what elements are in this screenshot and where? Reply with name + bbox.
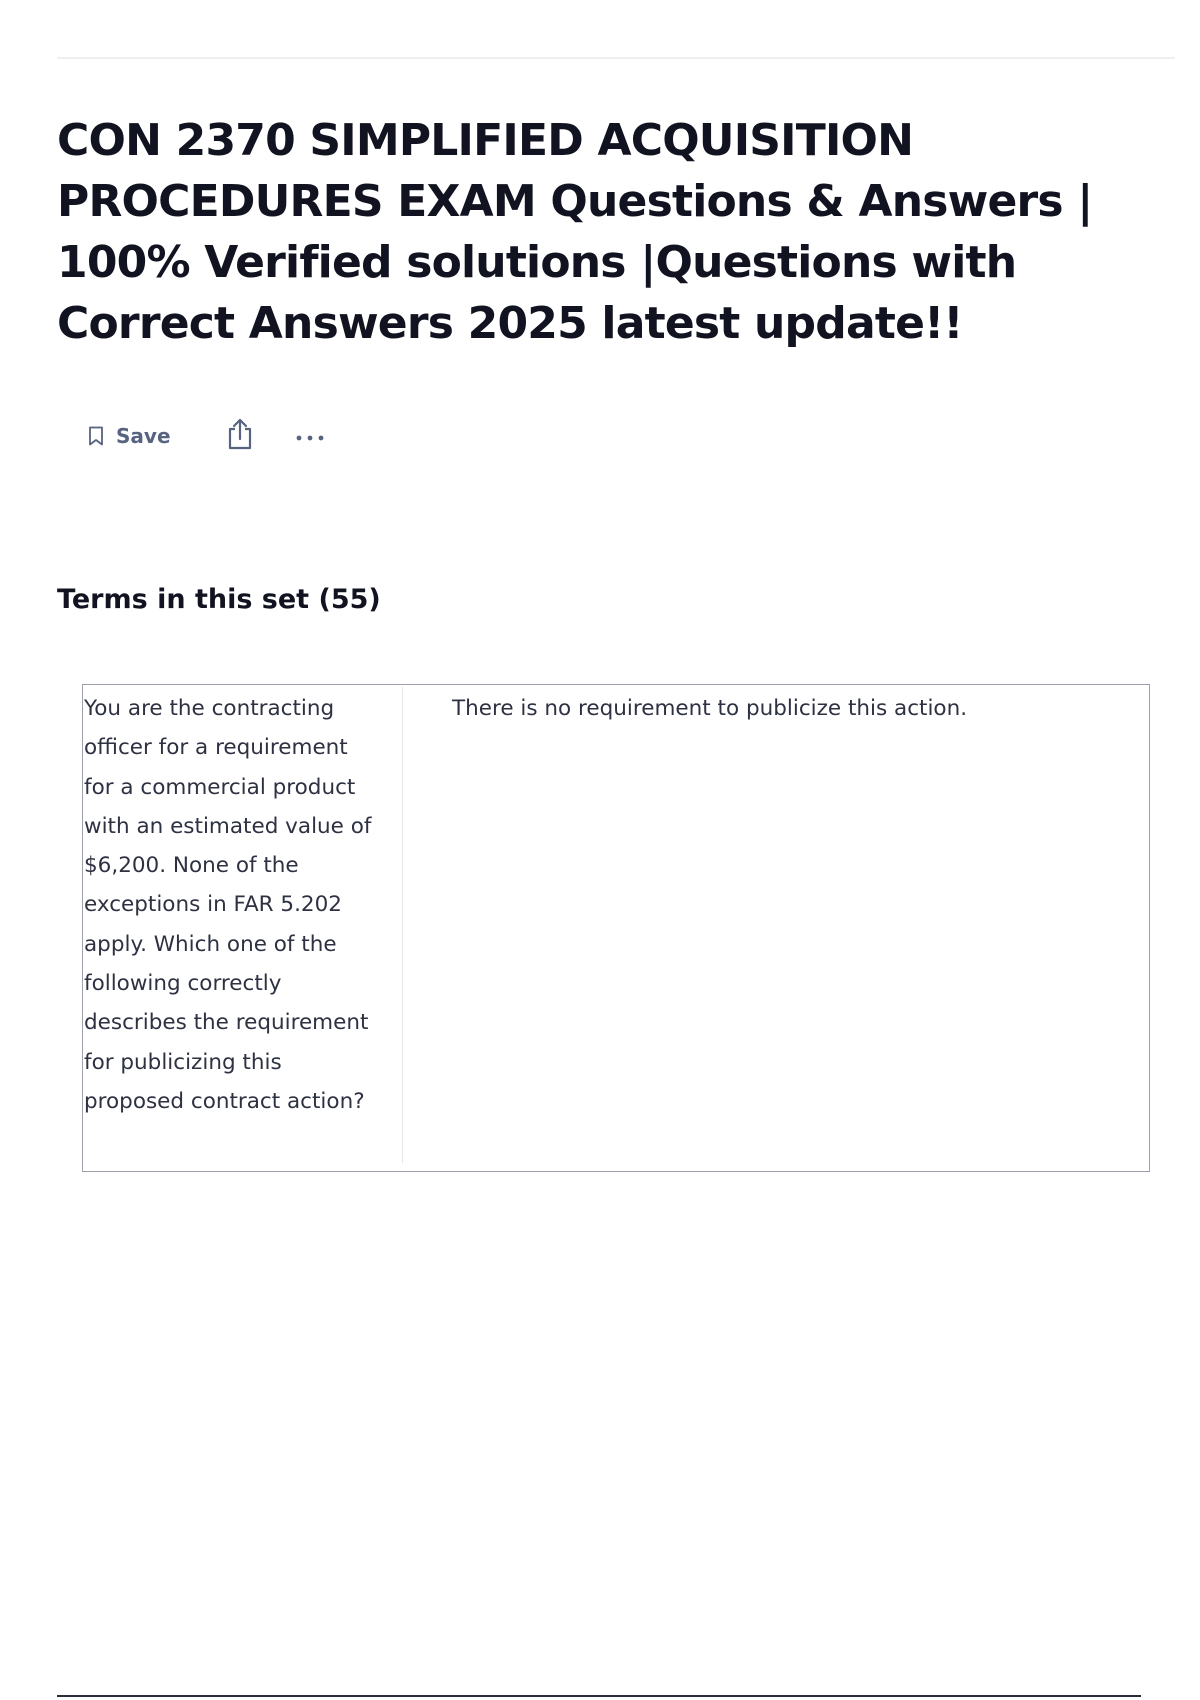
- set-actions-toolbar: [86, 416, 327, 456]
- term-question: You are the contracting officer for a requirement for a commercial product with an estimated value of $6,200. None of the exceptions in FAR 5.202 apply. Which one of the following correctly describes the requirement for publicizing this proposed contract action?: [84, 696, 372, 1114]
- terms-heading: Terms in this set (55): [57, 584, 381, 615]
- save-button[interactable]: [86, 416, 171, 456]
- bottom-divider: [57, 1695, 1141, 1697]
- top-divider: [57, 57, 1175, 59]
- more-options-button[interactable]: [293, 416, 327, 456]
- term-answer: There is no requirement to publicize this action.: [452, 696, 968, 721]
- term-card: [82, 684, 1150, 1172]
- save-label: Save: [116, 424, 171, 448]
- share-icon: [226, 417, 254, 455]
- share-button[interactable]: [225, 416, 255, 456]
- more-options-icon: [295, 427, 325, 446]
- term-column-divider: [402, 687, 403, 1163]
- bookmark-icon: [86, 424, 106, 448]
- page-title: CON 2370 SIMPLIFIED ACQUISITION PROCEDURES EXAM Questions & Answers | 100% Verified solutions |Questions with Correct Answers 2025 latest update!!: [57, 115, 1093, 349]
